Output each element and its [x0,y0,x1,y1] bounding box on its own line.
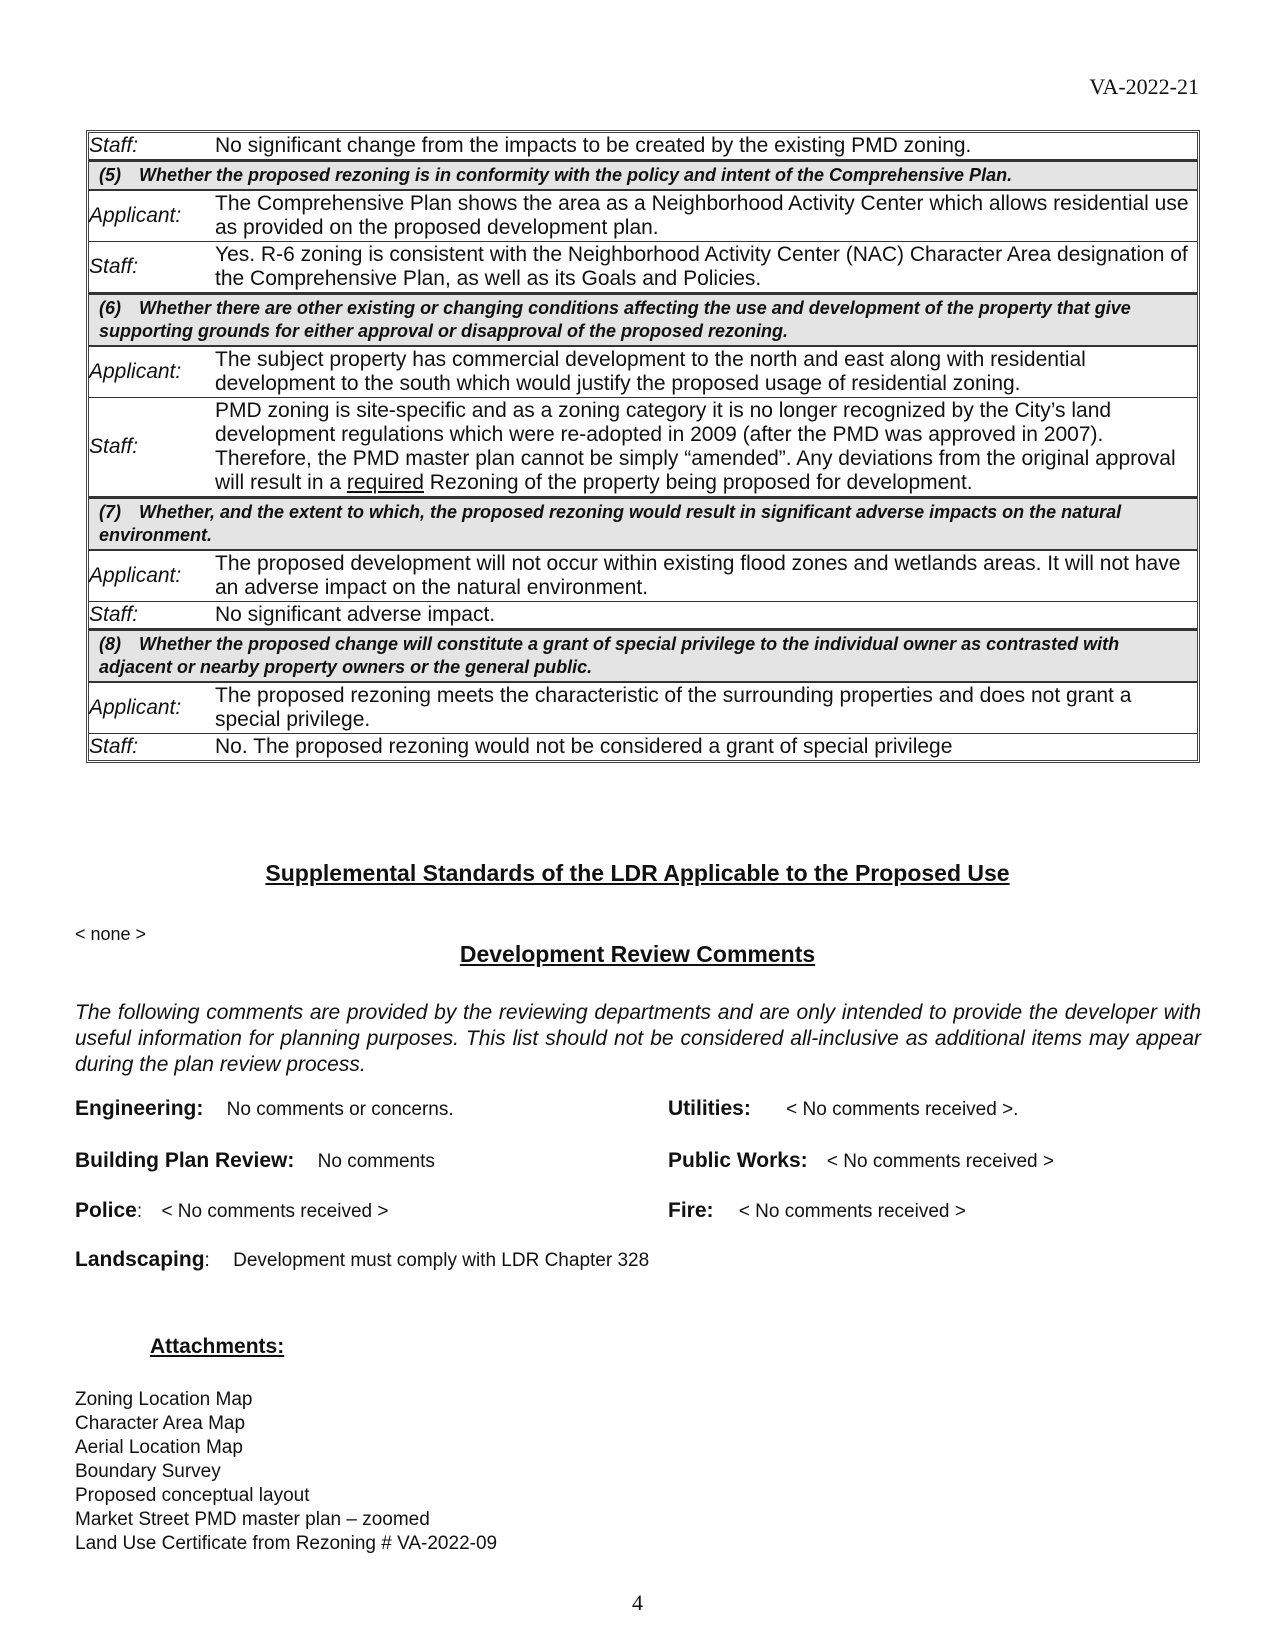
response-text: No. The proposed rezoning would not be considered a grant of special privilege [215,734,1197,761]
building-plan-review-comment [75,1149,435,1173]
response-row [89,398,1197,498]
criterion-text: Whether the proposed change will constitute a grant of special privilege to the individual owner as contrasted with adjacent or nearby property owners or the general public. [99,634,1120,677]
respondent-label: Staff: [89,398,215,498]
criterion-number: (8) [99,634,121,654]
response-text: No significant change from the impacts to be created by the existing PMD zoning. [215,134,972,157]
response-text-part: Rezoning of the property being proposed for development. [423,471,973,494]
police-separator: : [136,1201,143,1222]
utilities-value: < No comments received >. [786,1099,1019,1120]
criterion-number: (7) [99,502,121,522]
criterion-header-cell [89,161,1197,191]
response-text: No significant adverse impact. [215,602,1197,630]
attachments-title: Attachments: [150,1335,285,1358]
criterion-text: Whether the proposed rezoning is in conformity with the policy and intent of the Comprehensive Plan. [139,165,1013,185]
criterion-header-cell [89,630,1197,683]
response-text: The proposed development will not occur within existing flood zones and wetlands areas. It will not have an adverse impact on the natural environment. [215,550,1197,602]
attachment-item: Market Street PMD master plan – zoomed [75,1509,430,1530]
criterion-header-cell [89,294,1197,347]
public-works-comment [668,1149,1054,1173]
response-row [89,133,1197,161]
fire-comment [668,1199,966,1223]
review-intro-paragraph: The following comments are provided by the reviewing departments and are only intended to provide the developer with useful information for planning purposes. This list should not be considered all-inclusive as additional items may appear during the plan review process. [75,1001,1201,1076]
public-works-label: Public Works: [668,1149,808,1172]
police-comment [75,1199,388,1223]
response-text: The subject property has commercial development to the north and east along with residential development to the south which would justify the proposed usage of residential zoning. [215,346,1197,398]
building-plan-review-value: No comments [317,1151,435,1172]
engineering-comment [75,1097,454,1121]
attachment-item: Land Use Certificate from Rezoning # VA-2022-09 [75,1533,498,1554]
attachment-item: Boundary Survey [75,1461,221,1482]
supplemental-standards-title: Supplemental Standards of the LDR Applicable to the Proposed Use [265,860,1010,886]
response-row [89,682,1197,734]
response-text-part: PMD zoning is site-specific and as a zoning category it is no longer recognized by the City’s land development regulations which were re-adopted in 2009 (after the PMD was approved in 2007). Therefore, the PMD master plan cannot be simply “amended”. Any deviations from the original approval will result in a [215,399,1176,494]
respondent-label: Staff: [89,134,139,157]
criterion-header-row [89,161,1197,191]
response-row [89,550,1197,602]
criterion-header-cell [89,498,1197,551]
document-id: VA-2022-21 [1089,74,1199,99]
criterion-number: (6) [99,298,121,318]
respondent-label: Applicant: [89,190,215,242]
public-works-value: < No comments received > [826,1151,1054,1172]
response-text-underlined: required [346,471,424,494]
respondent-label: Staff: [89,602,215,630]
response-row [89,190,1197,242]
criterion-header-row [89,498,1197,551]
landscaping-comment [75,1248,649,1272]
response-text: Yes. R-6 zoning is consistent with the Neighborhood Activity Center (NAC) Character Area designation of the Comprehensive Plan, as well as its Goals and Policies. [215,242,1197,294]
criterion-number: (5) [99,165,121,185]
response-row [89,242,1197,294]
criterion-header-row [89,630,1197,683]
development-review-title: Development Review Comments [459,941,816,967]
attachment-item: Proposed conceptual layout [75,1485,310,1506]
criterion-text: Whether, and the extent to which, the proposed rezoning would result in significant adverse impacts on the natural environment. [99,502,1122,545]
landscaping-separator: : [204,1250,210,1271]
supplemental-none-note: < none > [75,924,147,944]
building-plan-review-label: Building Plan Review: [75,1149,295,1172]
respondent-label: Applicant: [89,682,215,734]
respondent-label: Applicant: [89,550,215,602]
criteria-table [86,130,1200,763]
response-text: The proposed rezoning meets the characteristic of the surrounding properties and does not grant a special privilege. [215,682,1197,734]
criterion-header-row [89,294,1197,347]
page-number: 4 [632,1590,643,1615]
landscaping-value: Development must comply with LDR Chapter 328 [233,1250,650,1271]
engineering-value: No comments or concerns. [226,1099,454,1120]
respondent-label: Staff: [89,242,215,294]
utilities-label: Utilities: [668,1097,751,1120]
response-text [215,398,1197,498]
attachment-item: Zoning Location Map [75,1389,253,1410]
response-row [89,346,1197,398]
police-label: Police [75,1199,137,1222]
landscaping-label: Landscaping [75,1248,205,1271]
response-row [89,602,1197,630]
engineering-label: Engineering: [75,1097,204,1120]
attachment-item: Character Area Map [75,1413,246,1434]
response-row [89,734,1197,761]
attachments-list [75,1388,497,1556]
respondent-label: Applicant: [89,346,215,398]
respondent-label: Staff: [89,734,215,761]
police-value: < No comments received > [161,1201,389,1222]
criterion-text: Whether there are other existing or changing conditions affecting the use and development of the property that give supporting grounds for either approval or disapproval of the proposed rezoning. [99,298,1131,341]
attachment-item: Aerial Location Map [75,1437,243,1458]
fire-label: Fire: [668,1199,714,1222]
utilities-comment [668,1097,1018,1121]
response-text: The Comprehensive Plan shows the area as a Neighborhood Activity Center which allows residential use as provided on the proposed development plan. [215,190,1197,242]
fire-value: < No comments received > [738,1201,966,1222]
